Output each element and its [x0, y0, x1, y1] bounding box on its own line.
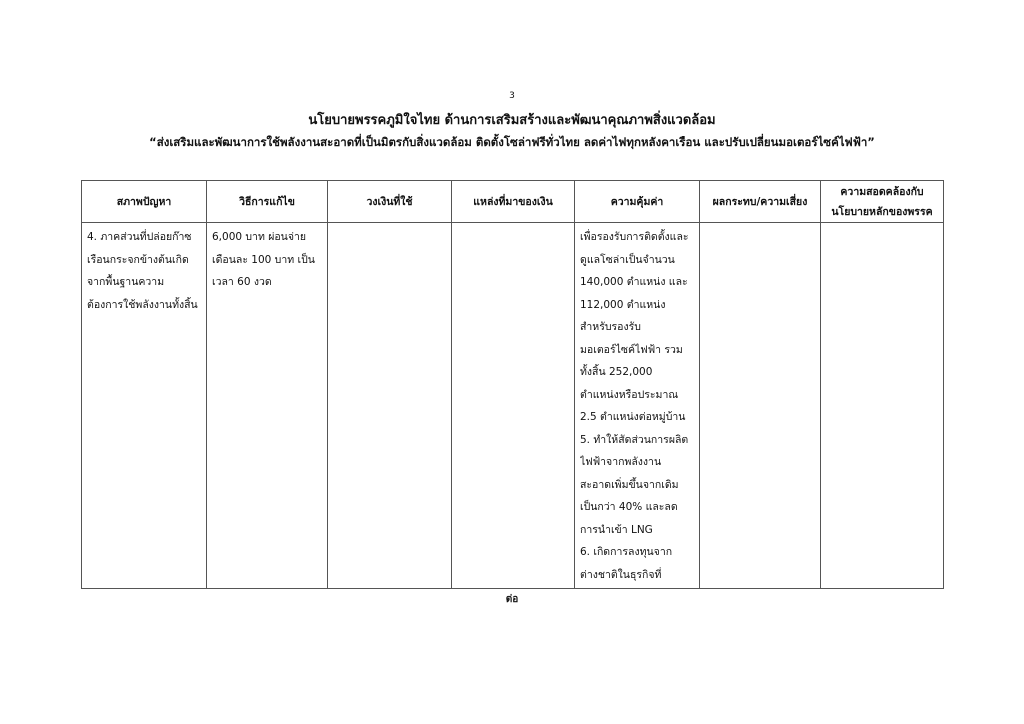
cell-text-line: เรือนกระจกข้างต้นเกิด: [87, 253, 189, 266]
cell-lines: [700, 223, 820, 226]
policy-table: [81, 180, 944, 589]
cell-budget: [328, 223, 452, 589]
cell-text-line: 140,000 ตำแหน่ง และ: [580, 276, 688, 288]
table-row: [82, 223, 944, 589]
cell-solution: [207, 223, 328, 589]
cell-impact-risk: [700, 223, 821, 589]
cell-text-line: 2.5 ตำแหน่งต่อหมู่บ้าน: [580, 411, 686, 423]
cell-text-line: การนำเข้า LNG: [580, 523, 653, 536]
cell-lines: [328, 223, 451, 226]
cell-text-line: ดูแลโซล่าเป็นจำนวน: [580, 253, 675, 266]
document-title: นโยบายพรรคภูมิใจไทย ด้านการเสริมสร้างและพัฒนาคุณภาพสิ่งแวดล้อม: [308, 113, 716, 128]
header-budget: วงเงินที่ใช้: [328, 181, 452, 223]
cell-lines: [207, 223, 327, 294]
cell-text-line: 6,000 บาท ผ่อนจ่าย: [212, 231, 307, 243]
cell-funding-source: [452, 223, 575, 589]
cell-text-line: สะอาดเพิ่มขึ้นจากเดิม: [580, 478, 679, 491]
document-subtitle: “ส่งเสริมและพัฒนาการใช้พลังงานสะอาดที่เป็นมิตรกับสิ่งแวดล้อม ติดตั้งโซล่าฟรีทั่วไทย ลดค่าไฟทุกหลังคาเรือน และปรับเปลี่ยนมอเตอร์ไซค์ไฟฟ้า”: [149, 135, 875, 149]
cell-text-line: ต่างชาติในธุรกิจที่: [580, 568, 662, 581]
cell-text-line: เพื่อรองรับการติดตั้งและ: [580, 231, 689, 243]
page-number: 3: [509, 91, 515, 101]
continued-marker: ต่อ: [505, 594, 519, 605]
cell-lines: [452, 223, 574, 226]
cell-text-line: เวลา 60 งวด: [212, 276, 272, 288]
header-value: ความคุ้มค่า: [575, 181, 700, 223]
cell-text-line: 112,000 ตำแหน่ง: [580, 298, 666, 311]
cell-text-line: เดือนละ 100 บาท เป็น: [212, 253, 315, 266]
cell-text-line: ทั้งสิ้น 252,000: [580, 366, 653, 378]
cell-text-line: ไฟฟ้าจากพลังงาน: [580, 456, 662, 468]
cell-text-line: 5. ทำให้สัดส่วนการผลิต: [580, 433, 689, 446]
table-header-row: [82, 181, 944, 223]
cell-lines: [575, 223, 699, 586]
cell-text-line: เป็นกว่า 40% และลด: [580, 501, 678, 513]
cell-text-line: จากพื้นฐานความ: [87, 276, 165, 288]
cell-alignment: [821, 223, 944, 589]
cell-value: [575, 223, 700, 589]
cell-lines: [821, 223, 943, 226]
header-funding-source: แหล่งที่มาของเงิน: [452, 181, 575, 223]
cell-text-line: ต้องการใช้พลังงานทั้งสิ้น: [87, 298, 198, 311]
cell-text-line: 6. เกิดการลงทุนจาก: [580, 546, 673, 558]
cell-lines: [82, 223, 206, 316]
cell-text-line: สำหรับรองรับ: [580, 321, 641, 333]
header-impact-risk: ผลกระทบ/ความเสี่ยง: [700, 181, 821, 223]
header-problem: สภาพปัญหา: [82, 181, 207, 223]
cell-text-line: ตำแหน่งหรือประมาณ: [580, 388, 679, 401]
cell-problem: [82, 223, 207, 589]
header-solution: วิธีการแก้ไข: [207, 181, 328, 223]
cell-text-line: มอเตอร์ไซค์ไฟฟ้า รวม: [580, 343, 683, 356]
cell-text-line: 4. ภาคส่วนที่ปล่อยก๊าซ: [87, 231, 192, 243]
header-alignment: ความสอดคล้องกับนโยบายหลักของพรรค: [821, 181, 944, 223]
